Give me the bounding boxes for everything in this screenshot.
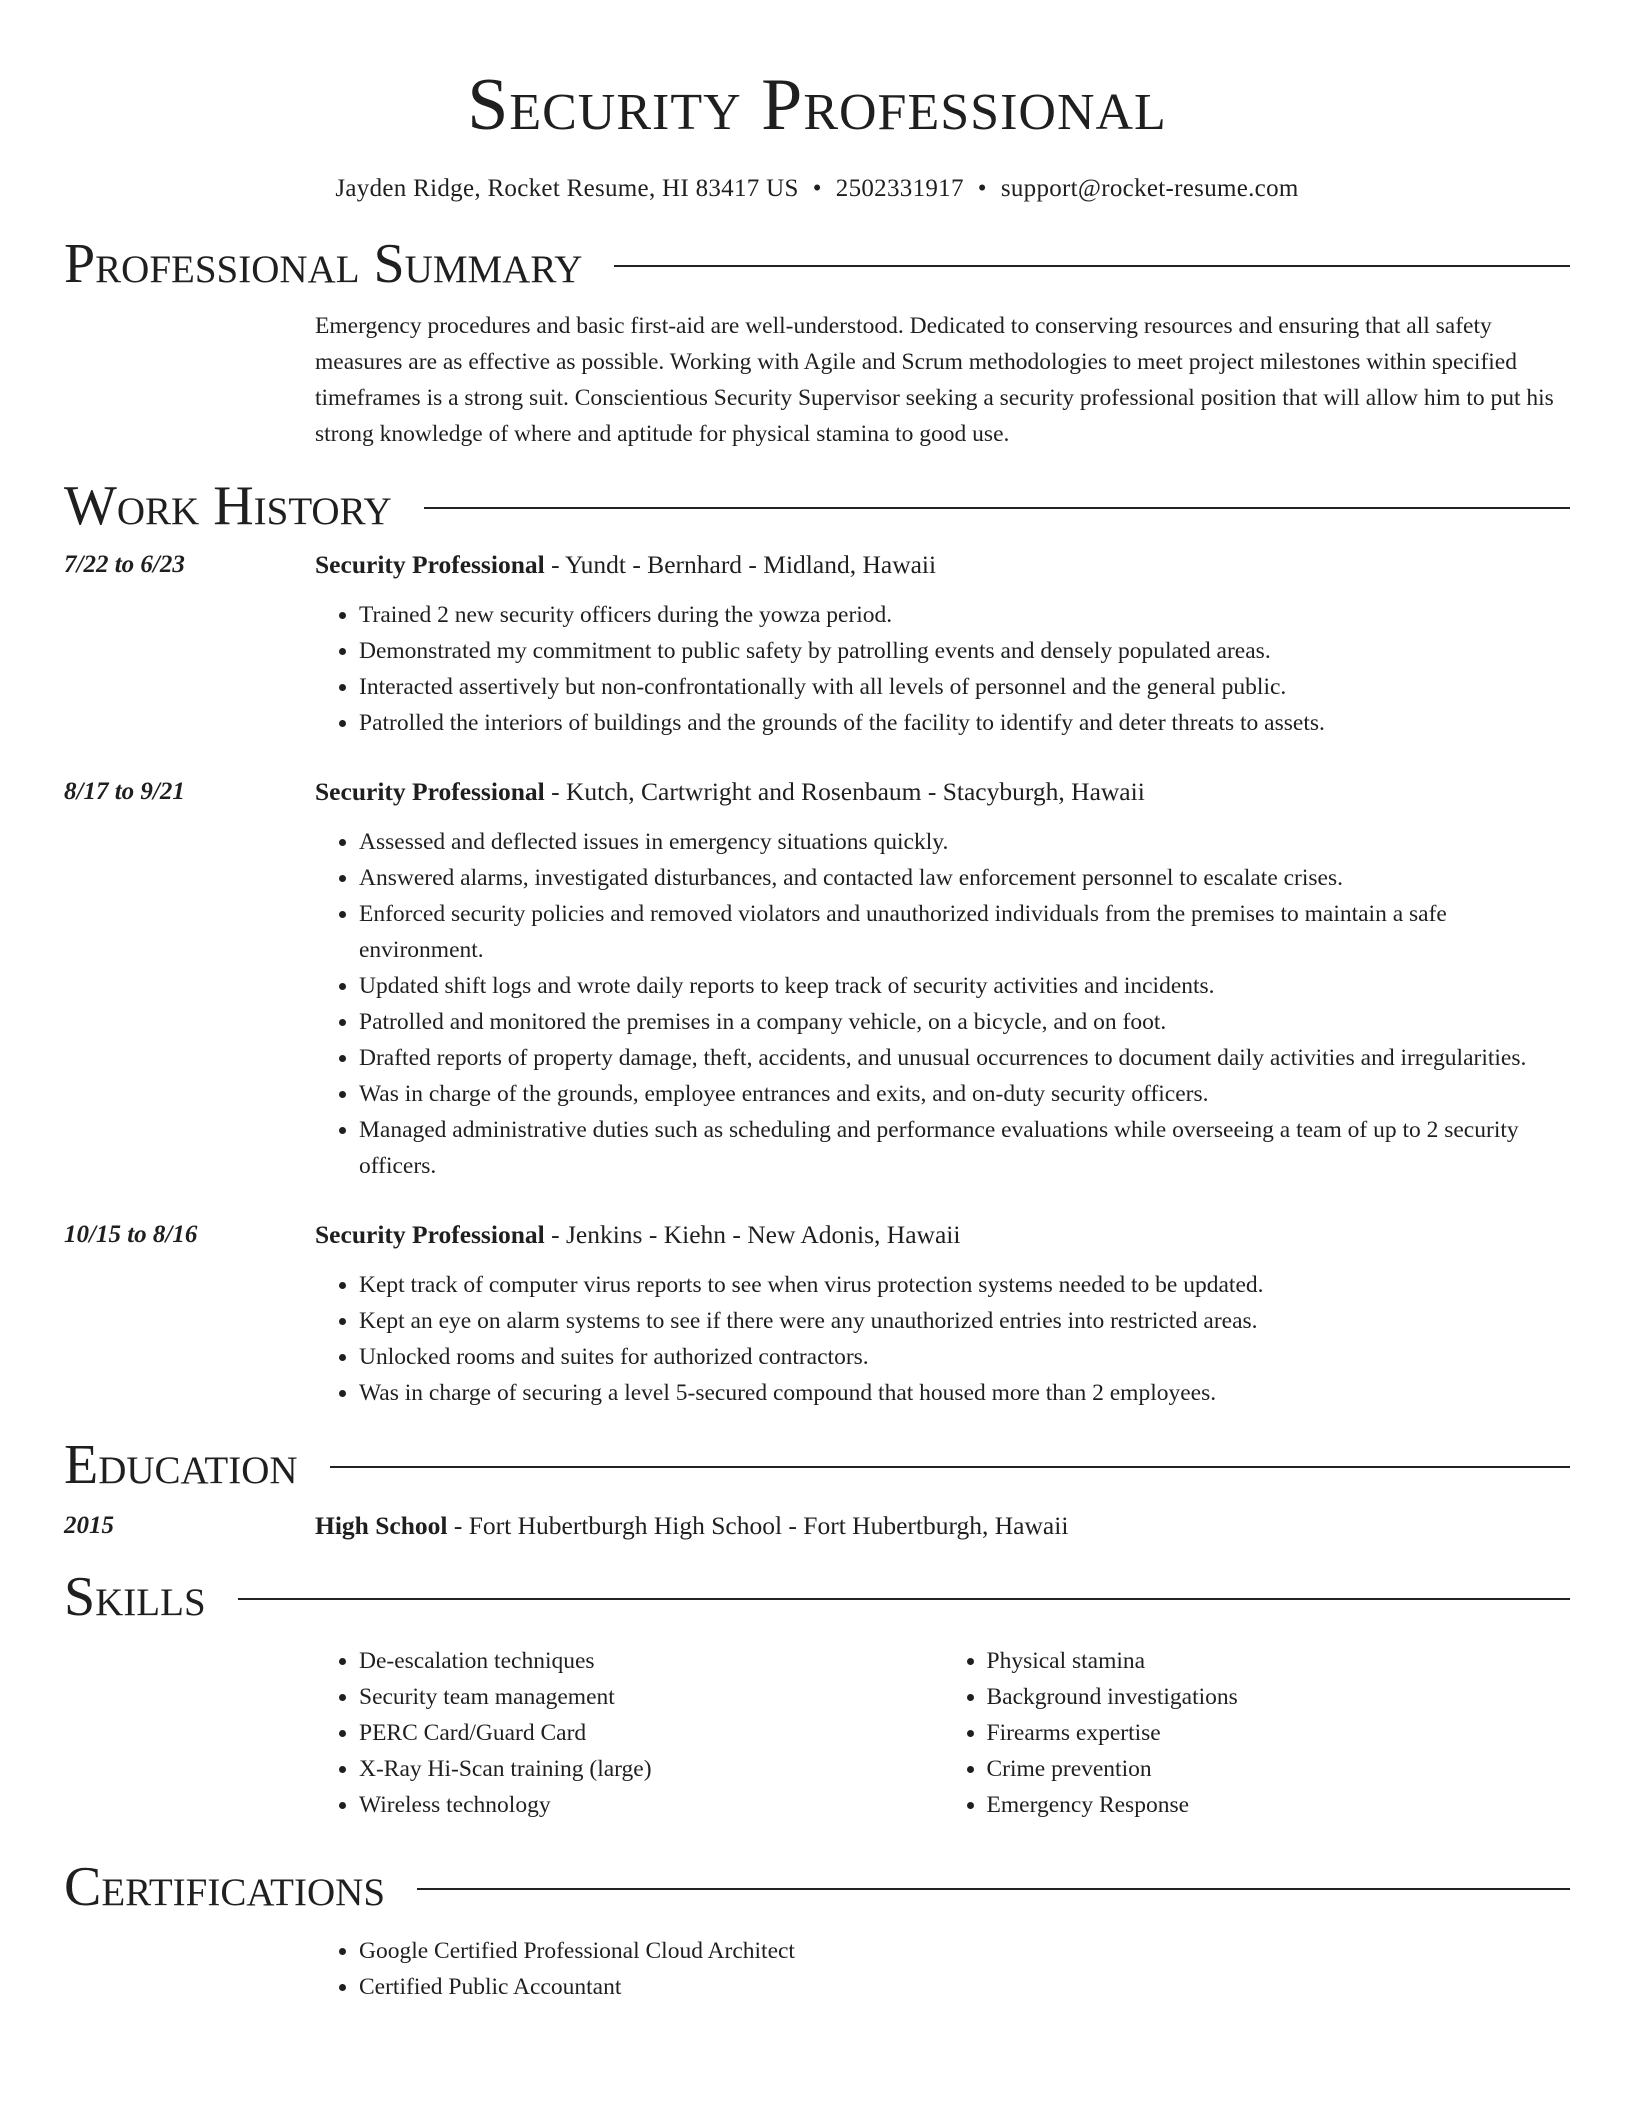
section-header-certifications — [64, 1855, 1570, 1919]
job-bullets — [315, 824, 1570, 1184]
summary-text: Emergency procedures and basic first-aid are well-understood. Dedicated to conserving resources and ensuring that all safety measures are as effective as possible. Working with Agile and Scrum methodologies to meet project milestones within specified timeframes is a strong suit. Conscientious Security Supervisor seeking a security professional position that will allow him to put his strong knowledge of where and aptitude for physical stamina to good use. — [315, 313, 1554, 447]
list-item: • Drafted reports of property damage, theft, accidents, and unusual occurrences to document daily activities and irregularities. — [359, 1040, 1570, 1076]
list-item: • Was in charge of securing a level 5-secured compound that housed more than 2 employees. — [359, 1375, 1570, 1411]
section-header-skills — [64, 1565, 1570, 1629]
section-title-skills: Skills — [64, 1566, 206, 1628]
list-item: • Trained 2 new security officers during the yowza period. — [359, 597, 1570, 633]
section-divider — [614, 265, 1570, 267]
job-body — [315, 775, 1570, 1184]
section-header-summary — [64, 232, 1570, 296]
skill-item: • Security team management — [359, 1679, 943, 1715]
skill-item: • Firearms expertise — [987, 1715, 1571, 1751]
list-item: • Updated shift logs and wrote daily reports to keep track of security activities and incidents. — [359, 968, 1570, 1004]
job-employer: - Jenkins - Kiehn - New Adonis, Hawaii — [544, 1220, 961, 1249]
contact-phone: 2502331917 — [835, 175, 964, 202]
resume-name: Security Professional — [467, 64, 1167, 146]
skill-item: • Crime prevention — [987, 1751, 1571, 1787]
contact-separator: • — [812, 175, 822, 202]
job-dates: 10/15 to 8/16 — [64, 1221, 198, 1248]
skill-item: • X-Ray Hi-Scan training (large) — [359, 1751, 943, 1787]
skill-item: • De-escalation techniques — [359, 1643, 943, 1679]
job-title-line — [315, 1218, 1570, 1252]
contact-line — [64, 172, 1570, 206]
list-item: • Interacted assertively but non-confrontationally with all levels of personnel and the general public. — [359, 669, 1570, 705]
education-body — [315, 1509, 1570, 1543]
skill-item: • Background investigations — [987, 1679, 1571, 1715]
list-item: • Patrolled the interiors of buildings and the grounds of the facility to identify and deter threats to assets. — [359, 705, 1570, 741]
education-degree: High School — [315, 1511, 448, 1540]
list-item: • Kept an eye on alarm systems to see if there were any unauthorized entries into restricted areas. — [359, 1303, 1570, 1339]
skills-columns — [315, 1643, 1570, 1823]
section-title-work-history: Work History — [64, 475, 392, 537]
job-entry — [64, 1218, 1570, 1411]
skill-item: • Physical stamina — [987, 1643, 1571, 1679]
list-item: • Was in charge of the grounds, employee entrances and exits, and on-duty security officers. — [359, 1076, 1570, 1112]
skill-item: • Wireless technology — [359, 1787, 943, 1823]
contact-email: support@rocket-resume.com — [1000, 175, 1299, 202]
list-item: • Enforced security policies and removed violators and unauthorized individuals from the premises to maintain a safe environment. — [359, 896, 1570, 968]
job-body — [315, 1218, 1570, 1411]
skills-list-right — [943, 1643, 1571, 1823]
list-item: • Demonstrated my commitment to public safety by patrolling events and densely populated areas. — [359, 633, 1570, 669]
list-item: • Managed administrative duties such as scheduling and performance evaluations while overseeing a team of up to 2 security officers. — [359, 1112, 1570, 1184]
job-employer: - Yundt - Bernhard - Midland, Hawaii — [544, 550, 937, 579]
job-bullets — [315, 597, 1570, 741]
job-role: Security Professional — [315, 1220, 545, 1249]
list-item: • Assessed and deflected issues in emergency situations quickly. — [359, 824, 1570, 860]
job-entry — [64, 775, 1570, 1184]
list-item: • Answered alarms, investigated disturbances, and contacted law enforcement personnel to escalate crises. — [359, 860, 1570, 896]
section-title-summary: Professional Summary — [64, 233, 583, 295]
job-bullets — [315, 1267, 1570, 1411]
list-item: • Kept track of computer virus reports to see when virus protection systems needed to be updated. — [359, 1267, 1570, 1303]
skills-list-left — [315, 1643, 943, 1823]
section-title-certifications: Certifications — [64, 1856, 386, 1918]
education-title-line — [315, 1509, 1570, 1543]
job-title-line — [315, 548, 1570, 582]
certifications-list-wrap — [315, 1933, 1570, 2005]
section-divider — [424, 507, 1570, 509]
education-year: 2015 — [64, 1512, 114, 1539]
certification-item: • Google Certified Professional Cloud Architect — [359, 1933, 1570, 1969]
section-header-education — [64, 1433, 1570, 1497]
education-entry — [64, 1509, 1570, 1543]
skill-item: • Emergency Response — [987, 1787, 1571, 1823]
contact-address: Jayden Ridge, Rocket Resume, HI 83417 US — [335, 175, 799, 202]
list-item: • Patrolled and monitored the premises in a company vehicle, on a bicycle, and on foot. — [359, 1004, 1570, 1040]
list-item: • Unlocked rooms and suites for authorized contractors. — [359, 1339, 1570, 1375]
certification-item: • Certified Public Accountant — [359, 1969, 1570, 2005]
job-title-line — [315, 775, 1570, 809]
job-employer: - Kutch, Cartwright and Rosenbaum - Stacyburgh, Hawaii — [544, 777, 1145, 806]
job-role: Security Professional — [315, 550, 545, 579]
section-title-education: Education — [64, 1434, 298, 1496]
contact-separator: • — [977, 175, 987, 202]
job-role: Security Professional — [315, 777, 545, 806]
education-school: - Fort Hubertburgh High School - Fort Hubertburgh, Hawaii — [447, 1511, 1069, 1540]
certifications-list — [315, 1933, 1570, 2005]
job-dates: 7/22 to 6/23 — [64, 551, 185, 578]
section-divider — [417, 1888, 1570, 1890]
section-divider — [238, 1598, 1570, 1600]
skill-item: • PERC Card/Guard Card — [359, 1715, 943, 1751]
job-body — [315, 548, 1570, 741]
job-dates: 8/17 to 9/21 — [64, 778, 185, 805]
job-entry — [64, 548, 1570, 741]
section-header-work-history — [64, 474, 1570, 538]
section-divider — [330, 1466, 1570, 1468]
